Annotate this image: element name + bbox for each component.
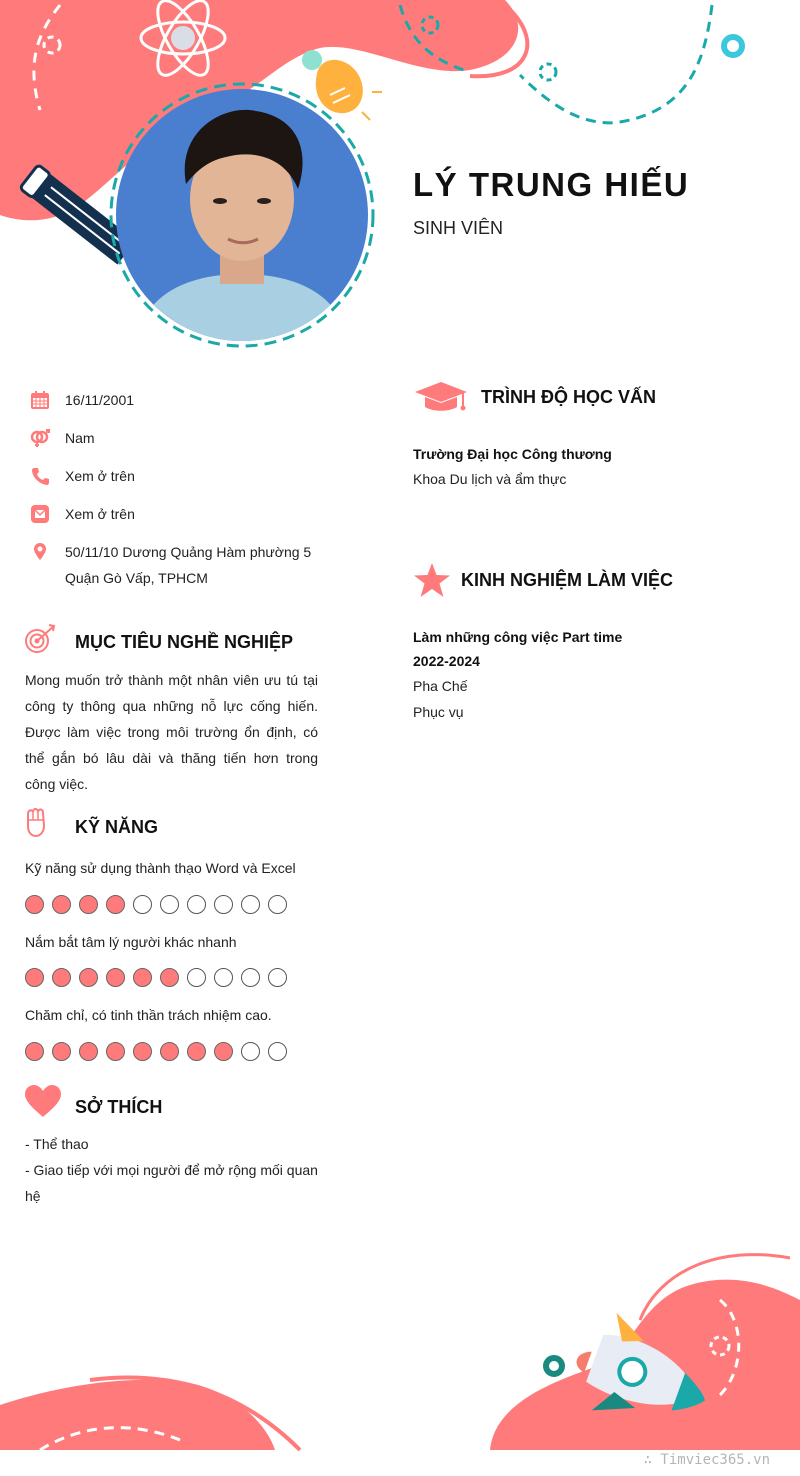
target-icon (24, 622, 58, 656)
rating-dot-filled (52, 895, 71, 914)
rating-dot-empty (187, 968, 206, 987)
bottom-left-blob (0, 1380, 275, 1450)
rating-dot-empty (241, 1042, 260, 1061)
profile-photo (116, 89, 368, 341)
heart-icon (24, 1084, 62, 1118)
address-line-2: Quận Gò Vấp, TPHCM (65, 570, 208, 586)
email-icon (30, 504, 50, 524)
contact-address (30, 542, 311, 591)
skill-label: Chăm chỉ, có tinh thần trách nhiệm cao. (25, 1007, 272, 1023)
rating-dot-empty (241, 968, 260, 987)
rating-dot-filled (79, 895, 98, 914)
experience-job: Làm những công việc Part time (413, 629, 623, 645)
objective-text: Mong muốn trở thành một nhân viên ưu tú tại công ty thông qua những nỗ lực cống hiến. Được làm việc trong môi trường ổn định, có thể gắn bó lâu dài và thăng tiến hơn trong công việc. (25, 672, 318, 792)
skill-rating (25, 968, 287, 987)
email-text: Xem ở trên (65, 506, 135, 522)
rating-dot-filled (160, 1042, 179, 1061)
rating-dot-empty (214, 968, 233, 987)
skills-title: KỸ NĂNG (75, 817, 159, 837)
gender-text: Nam (65, 430, 95, 446)
graduation-cap-icon (413, 380, 469, 414)
fist-icon (24, 806, 48, 838)
phone-text: Xem ở trên (65, 468, 135, 484)
rating-dot-filled (25, 1042, 44, 1061)
rating-dot-filled (106, 968, 125, 987)
contact-birthday (30, 390, 134, 413)
rating-dot-filled (25, 968, 44, 987)
rating-dot-empty (214, 895, 233, 914)
location-icon (30, 542, 50, 562)
objective-title: MỤC TIÊU NGHỀ NGHIỆP (75, 632, 294, 652)
rating-dot-empty (268, 895, 287, 914)
hobby-item: - Thể thao (25, 1136, 89, 1152)
contact-gender (30, 428, 95, 451)
gender-icon (30, 428, 50, 448)
rating-dot-filled (133, 1042, 152, 1061)
rating-dot-empty (160, 895, 179, 914)
ring-icon (724, 37, 742, 55)
experience-task: Pha Chế (413, 678, 468, 694)
skill-label: Kỹ năng sử dụng thành thạo Word và Excel (25, 860, 296, 876)
watermark: ∴ Timviec365.vn (643, 1452, 770, 1468)
calendar-icon (30, 390, 50, 410)
rating-dot-filled (25, 895, 44, 914)
education-major: Khoa Du lịch và ẩm thực (413, 471, 567, 487)
experience-task: Phục vụ (413, 704, 464, 720)
birthday-text: 16/11/2001 (65, 392, 135, 408)
rating-dot-filled (187, 1042, 206, 1061)
address-line-1: 50/11/10 Dương Quảng Hàm phường 5 (65, 544, 312, 560)
contact-phone (30, 466, 135, 489)
ring-icon-bottom (546, 1358, 562, 1374)
candidate-role: SINH VIÊN (413, 218, 504, 238)
rating-dot-filled (214, 1042, 233, 1061)
rating-dot-empty (268, 1042, 287, 1061)
rating-dot-empty (133, 895, 152, 914)
phone-icon (30, 466, 50, 486)
rating-dot-filled (106, 895, 125, 914)
address-text (65, 539, 311, 591)
rating-dot-filled (160, 968, 179, 987)
experience-title: KINH NGHIỆM LÀM VIỆC (461, 570, 674, 590)
skill-rating (25, 895, 287, 914)
hobby-item: - Giao tiếp với mọi người để mở rộng mối quan hệ (25, 1162, 318, 1204)
rating-dot-empty (187, 895, 206, 914)
rating-dot-filled (52, 1042, 71, 1061)
rating-dot-empty (241, 895, 260, 914)
skill-rating (25, 1042, 287, 1061)
star-icon (413, 562, 451, 598)
contact-email (30, 504, 135, 527)
rating-dot-filled (106, 1042, 125, 1061)
experience-period: 2022-2024 (413, 653, 480, 669)
candidate-name: LÝ TRUNG HIẾU (413, 166, 690, 203)
rating-dot-filled (133, 968, 152, 987)
rating-dot-empty (268, 968, 287, 987)
education-school: Trường Đại học Công thương (413, 446, 612, 462)
rating-dot-filled (79, 1042, 98, 1061)
education-title: TRÌNH ĐỘ HỌC VẤN (481, 387, 656, 407)
rating-dot-filled (52, 968, 71, 987)
hobbies-title: SỞ THÍCH (75, 1097, 163, 1117)
skill-label: Nắm bắt tâm lý người khác nhanh (25, 934, 237, 950)
rating-dot-filled (79, 968, 98, 987)
